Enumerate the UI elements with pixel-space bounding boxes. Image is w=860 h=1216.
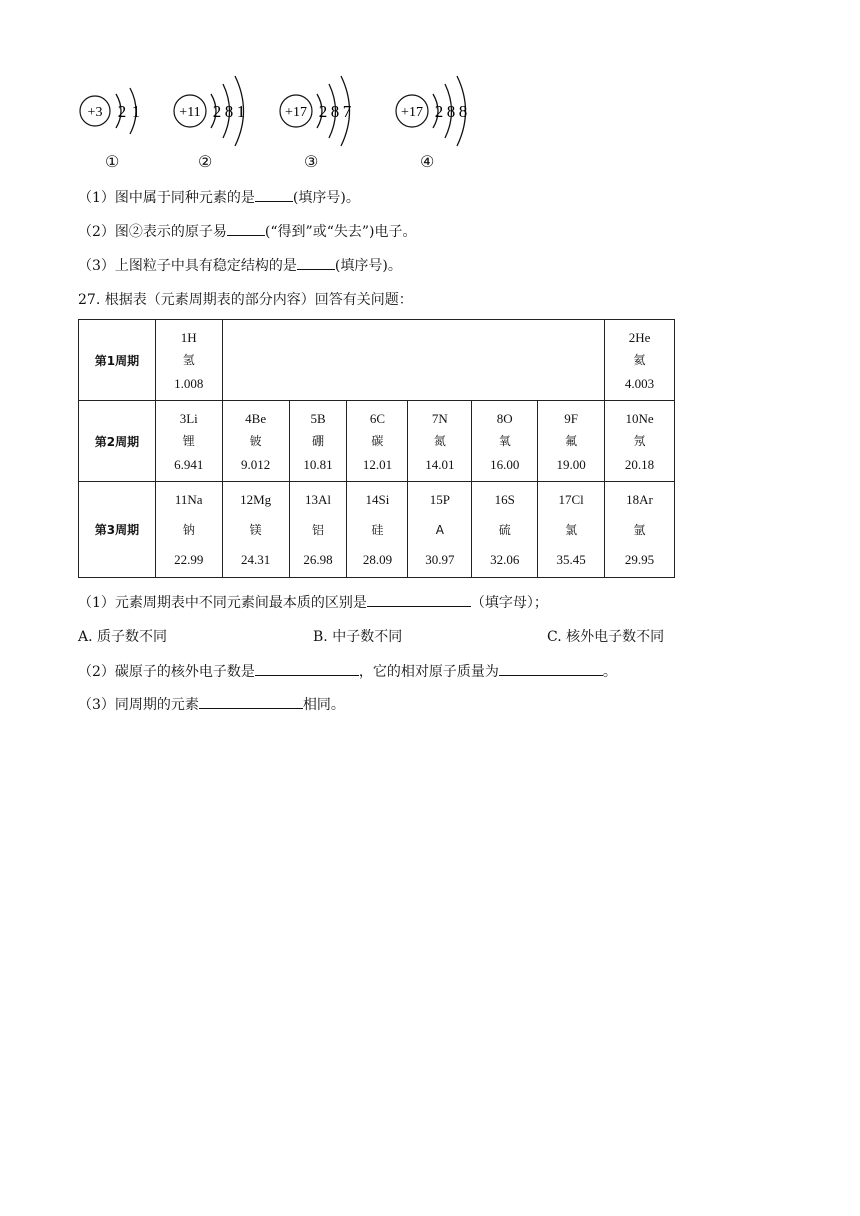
q27-part2: [78, 661, 617, 681]
atom-diagram-2: [172, 70, 262, 171]
answer-blank[interactable]: [499, 674, 603, 676]
question-text: （1）元素周期表中不同元素间最本质的区别是: [78, 595, 367, 611]
element-cell: 17Cl 氯 35.45: [538, 482, 605, 578]
diagram-label: ③: [304, 152, 319, 171]
answer-blank[interactable]: [227, 234, 265, 236]
period-label: 第3周期: [79, 482, 156, 578]
q26-part3: [78, 255, 402, 275]
element-cell: 18Ar 氩 29.95: [605, 482, 675, 578]
option-a[interactable]: A. 质子数不同: [78, 629, 168, 645]
shell-electrons: 8: [458, 102, 468, 121]
diagram-label: ②: [198, 152, 213, 171]
shell-electrons: 8: [446, 102, 456, 121]
period-label: 第2周期: [79, 401, 156, 482]
element-cell: 10Ne 氖 20.18: [605, 401, 675, 482]
shell-electrons: 1: [131, 102, 141, 121]
shell-electrons: 8: [224, 102, 234, 121]
element-cell: 6C 碳 12.01: [347, 401, 408, 482]
nucleus-charge: +17: [285, 105, 307, 120]
answer-blank[interactable]: [199, 707, 303, 709]
element-cell: 16S 硫 32.06: [472, 482, 538, 578]
table-row: [79, 320, 675, 401]
q27-part1: [78, 592, 548, 612]
shell-electrons: 8: [330, 102, 340, 121]
question-text: （2）碳原子的核外电子数是: [78, 664, 255, 680]
element-cell: 4Be 铍 9.012: [222, 401, 289, 482]
diagram-label: ④: [420, 152, 435, 171]
element-cell: 1H 氢 1.008: [155, 320, 222, 401]
periodic-table: [78, 319, 675, 578]
q27-stem: 27. 根据表（元素周期表的部分内容）回答有关问题：: [78, 292, 413, 308]
element-cell: 9F 氟 19.00: [538, 401, 605, 482]
shell-electrons: 2: [117, 102, 127, 121]
option-c[interactable]: C. 核外电子数不同: [547, 629, 665, 645]
question-text: ，它的相对原子质量为: [358, 664, 499, 680]
answer-blank[interactable]: [297, 268, 335, 270]
question-text: （3）同周期的元素: [78, 697, 199, 713]
atom-diagram-1: [78, 70, 158, 171]
diagram-label: ①: [105, 152, 120, 171]
element-cell: 13Al 铝 26.98: [289, 482, 347, 578]
q27-part3: [78, 694, 345, 714]
shell-electrons: 2: [212, 102, 222, 121]
period-label: 第1周期: [79, 320, 156, 401]
answer-blank[interactable]: [367, 605, 471, 607]
answer-blank[interactable]: [255, 200, 293, 202]
empty-cell: [222, 320, 604, 401]
question-text: （3）上图粒子中具有稳定结构的是: [78, 258, 297, 274]
shell-electrons: 2: [318, 102, 328, 121]
element-cell: 8O 氧 16.00: [472, 401, 538, 482]
element-cell: 5B 硼 10.81: [289, 401, 347, 482]
element-cell: 3Li 锂 6.941: [155, 401, 222, 482]
question-text: (“得到”或“失去”)电子。: [264, 224, 417, 240]
element-cell: 14Si 硅 28.09: [347, 482, 408, 578]
element-cell: 11Na 钠 22.99: [155, 482, 222, 578]
shell-electrons: 1: [236, 102, 246, 121]
question-text: （1）图中属于同种元素的是: [78, 190, 255, 206]
option-b[interactable]: B. 中子数不同: [313, 629, 403, 645]
nucleus-charge: +17: [401, 105, 423, 120]
answer-blank[interactable]: [255, 674, 359, 676]
q26-part1: [78, 187, 360, 207]
shell-electrons: 2: [434, 102, 444, 121]
nucleus-charge: +11: [179, 105, 201, 120]
question-text: 相同。: [302, 697, 345, 713]
question-text: 。: [602, 664, 617, 680]
q26-part2: [78, 221, 416, 241]
element-cell: 2He 氦 4.003: [605, 320, 675, 401]
question-text: （填字母）；: [470, 595, 548, 611]
question-text: (填序号)。: [292, 190, 360, 206]
element-cell: 15P A 30.97: [408, 482, 472, 578]
table-row: [79, 401, 675, 482]
nucleus-charge: +3: [87, 105, 103, 120]
atom-diagram-4: [394, 70, 484, 171]
question-text: (填序号)。: [334, 258, 402, 274]
table-row: [79, 482, 675, 578]
atom-diagrams: [78, 70, 498, 175]
atom-diagram-3: [278, 70, 368, 171]
shell-electrons: 7: [342, 102, 352, 121]
element-cell: 12Mg 镁 24.31: [222, 482, 289, 578]
element-cell: 7N 氮 14.01: [408, 401, 472, 482]
question-text: （2）图②表示的原子易: [78, 224, 227, 240]
